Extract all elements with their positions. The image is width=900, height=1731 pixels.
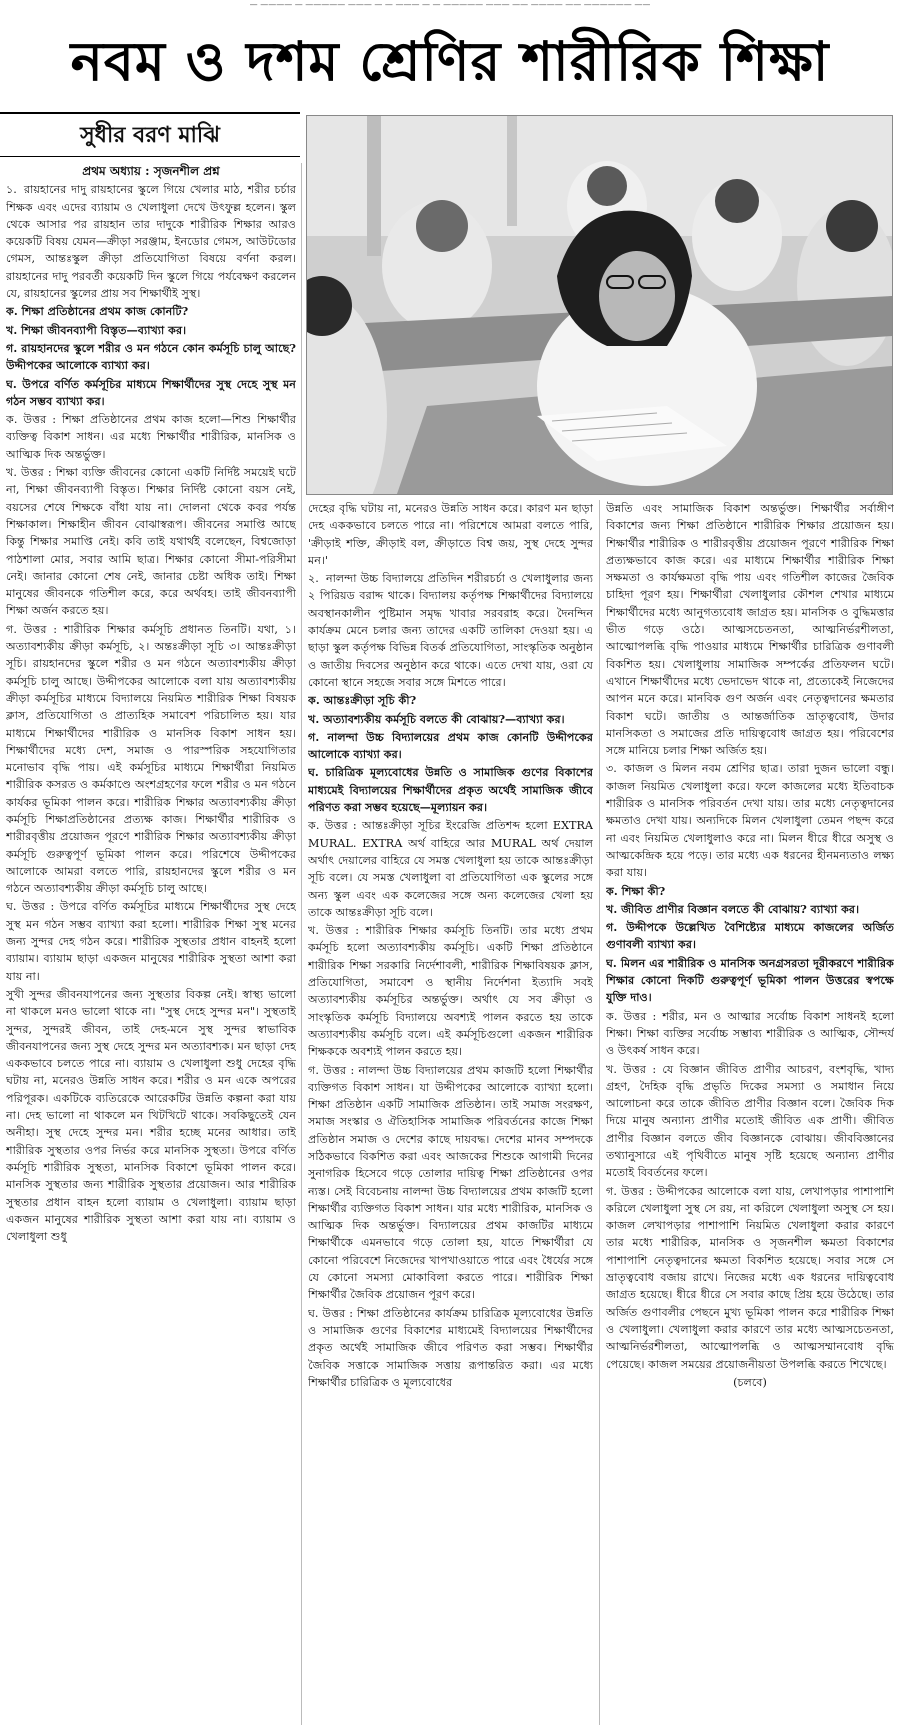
- question-ka: ক. আন্তঃক্রীড়া সূচি কী?: [308, 693, 417, 708]
- question-number: ১.: [6, 183, 17, 197]
- classroom-exam-photo: [306, 115, 893, 495]
- question-kha: খ. শিক্ষা জীবনব্যাপী বিস্তৃত—ব্যাখ্যা কর।: [6, 322, 187, 337]
- question-number: ২.: [308, 572, 319, 586]
- continued-label: (চলবে): [733, 1375, 767, 1389]
- question-kha: খ. জীবিত প্রাণীর বিজ্ঞান বলতে কী বোঝায়? ব্যাখ্যা কর।: [606, 901, 860, 916]
- photo-icon: [307, 116, 892, 494]
- top-strip: — ———— — ————— ——— — — ——— — — ————— ——— —— ———— —— —————— ——: [249, 0, 651, 9]
- section-title: প্রথম অধ্যায় : সৃজনশীল প্রশ্ন: [82, 164, 220, 178]
- question-ka: ক. শিক্ষা প্রতিষ্ঠানের প্রথম কাজ কোনটি?: [6, 304, 189, 319]
- answer-ka: ক. উত্তর : আন্তঃক্রীড়া সূচির ইংরেজি প্রতিশব্দ হলো EXTRA MURAL. EXTRA অর্থ বাহিরে আর MURAL অর্থ দেয়াল অর্থাৎ দেয়ালের বাহিরে যে সমস্ত খেলাধুলা হয় তাকে আন্তঃক্রীড়া সূচি বলে। যে সমস্ত খেলাধুলা বা প্রতিযোগিতা এক স্কুলের সঙ্গে অন্য স্কুল এবং এক কলেজের সঙ্গে অন্য কলেজের খেলা হয় তাকে আন্তঃক্রীড়া সূচি বলে।: [308, 819, 593, 919]
- question-2-stem: ২. নালন্দা উচ্চ বিদ্যালয়ে প্রতিদিন শরীরচর্চা ও খেলাধুলার জন্য ২ পিরিয়ড বরাদ্দ থাকে। বিদ্যালয় কর্তৃপক্ষ শিক্ষার্থীদের বিদ্যালয়ে অবস্থানকালীন পুষ্টিমান সমৃদ্ধ খাবার সরবরাহ করে। দৈনন্দিন কার্যক্রম মেনে চলার জন্য তাদের একটি তালিকা দেওয়া হয়। এ ছাড়া স্কুল কর্তৃপক্ষ বিভিন্ন বিতর্ক প্রতিযোগিতা, সাংস্কৃতিক অনুষ্ঠান ও জাতীয় দিবসের অনুষ্ঠান করে থাকে। এতে দেখা যায়, ওরা যে কোনো স্থানে সহজে সবার সঙ্গে মিশতে পারে।: [308, 572, 593, 689]
- question-kha: খ. অত্যাবশ্যকীয় কর্মসূচি বলতে কী বোঝায়?—ব্যাখ্যা কর।: [308, 711, 565, 726]
- author-byline: সুধীর বরণ মাঝি: [80, 123, 220, 148]
- page-title: নবম ও দশম শ্রেণির শারীরিক শিক্ষা: [70, 30, 830, 93]
- answer-gha: ঘ. উত্তর : উপরে বর্ণিত কর্মসূচির মাধ্যমে শিক্ষার্থীদের সুস্থ দেহে সুস্থ মন গঠন সম্ভব ব্যাখ্যা করা হলো। শারীরিক শিক্ষা সুস্থ মনের জন্য সুন্দর দেহ গঠন করে। শারীরিক সুস্থতার প্রধান বাহনই হলো ব্যায়াম। ব্যায়াম ছাড়া একজন মানুষের শারীরিক সুস্থতা আশা করা যায় না।: [6, 900, 296, 983]
- answer-gha: ঘ. উত্তর : শিক্ষা প্রতিষ্ঠানের কার্যক্রম চারিত্রিক মূল্যবোধের উন্নতি ও সামাজিক গুণের বিকাশের মাধ্যমেই বিদ্যালয়ের শিক্ষার্থীদের প্রকৃত অর্থেই সামাজিক জীবে পরিণত করা সম্ভব। শিক্ষার্থীর জৈবিক সত্তাকে সামাজিক সত্তায় রূপান্তরিত করা। এর মধ্যে শিক্ষার্থীর চারিত্রিক ও মূল্যবোধের: [308, 1306, 593, 1389]
- answer-kha: খ. উত্তর : শারীরিক শিক্ষার কর্মসূচি তিনটি। তার মধ্যে প্রথম কর্মসূচি হলো অত্যাবশ্যকীয় কর্মসূচি। একটি শিক্ষা প্রতিষ্ঠানে শারীরিক শিক্ষা সরকারি নির্দেশাবলী, শারীরিক শিক্ষাবিষয়ক ক্লাস, প্রতিযোগিতা, সমাবেশ ও স্থানীয় নির্দেশনা ইত্যাদি সবই অত্যাবশ্যকীয় কর্মসূচির অন্তর্ভুক্ত। অর্থাৎ যে সব ক্রীড়া ও সাংস্কৃতিক কর্মসূচি বিদ্যালয়ে অবশ্যই পালন করতে হয় তাকে অত্যাবশ্যকীয় কর্মসূচি বলে। এই কর্মসূচিগুলো একজন শারীরিক শিক্ষককে অবশ্যই পালন করতে হয়।: [308, 924, 593, 1059]
- question-gha: ঘ. উপরে বর্ণিত কর্মসূচির মাধ্যমে শিক্ষার্থীদের সুস্থ দেহে সুস্থ মন গঠন সম্ভব ব্যাখ্যা কর।: [6, 376, 296, 408]
- article-column-3: [606, 500, 894, 1725]
- answer-kha: খ. উত্তর : যে বিজ্ঞান জীবিত প্রাণীর আচরণ, বংশবৃদ্ধি, খাদ্য গ্রহণ, দৈহিক বৃদ্ধি প্রভৃতি দিকের সমস্যা ও সমাধান নিয়ে আলোচনা করে তাকে জীবিত প্রাণীর বিজ্ঞান বলে। জৈবিক দিক দিয়ে মানুষ অন্যান্য প্রাণীর মতোই জীবিত এক প্রাণী। জীবিত প্রাণীর বিজ্ঞান বলতে জীব বিজ্ঞানকে বোঝায়। জীববিজ্ঞানের তথ্যানুসারে এই পৃথিবীতে মানুষ সৃষ্টি হয়েছে অন্যান্য প্রাণীর মতোই বিবর্তনের ফলে।: [606, 1062, 894, 1180]
- question-3-stem: ৩. কাজল ও মিলন নবম শ্রেণির ছাত্র। তারা দুজন ভালো বন্ধু। কাজল নিয়মিত খেলাধুলা করে। ফলে কাজলের মধ্যে ইতিবাচক শারীরিক ও মানসিক পরিবর্তন দেখা যায়। তার মধ্যে নেতৃত্বদানের ক্ষমতাও দেখা যায়। অন্যদিকে মিলন খেলাধুলা তেমন পছন্দ করে না এবং নিয়মিত খেলাধুলাও করে না। মিলন ধীরে ধীরে অসুস্থ ও আত্মকেন্দ্রিক হয়ে পড়ে। তার মধ্যে এক ধরনের হীনমন্যতাও লক্ষ্য করা যায়।: [606, 762, 894, 880]
- column-divider: [301, 163, 302, 1725]
- answer-ga: গ. উত্তর : শারীরিক শিক্ষার কর্মসূচি প্রধানত তিনটি। যথা, ১। অত্যাবশ্যকীয় ক্রীড়া কর্মসূচি, ২। অন্তঃক্রীড়া সূচি ৩। আন্তঃক্রীড়া সূচি। রায়হানদের স্কুলে শরীর ও মন গঠনে অত্যাবশ্যকীয় ক্রীড়া কর্মসূচি চালু আছে। উদ্দীপকের আলোকে বলা যায় অত্যাবশ্যকীয় ক্রীড়া কর্মসূচির মাধ্যমে বিদ্যালয়ে নিয়মিত শারীরিক শিক্ষা বিষয়ক ক্লাস, প্রতিযোগিতা ও প্রাত্যহিক সমাবেশ পরিচালিত হয়। যার মাধ্যমে শিক্ষার্থীদের শারীরিক ও মানসিক বিকাশ সাধন হয়। শিক্ষার্থীদের মধ্যে দেশ, সমাজ ও পারস্পরিক সহযোগিতার মনোভাব বৃদ্ধি পায়। এই কর্মসূচির মাধ্যমে শিক্ষার্থীরা নিয়মিত শারীরিক কসরত ও কর্মকাণ্ডে অংশগ্রহণের ফলে শরীর ও মন গঠনে কার্যকর ভূমিকা পালন করে। শারীরিক শিক্ষার অত্যাবশ্যকীয় ক্রীড়া কর্মসূচি শিক্ষাপ্রতিষ্ঠানের প্রত্যক্ষ কাজ। শিক্ষার্থীর শারীরিক ও শারীরবৃত্তীয় প্রয়োজন পূরণে শারীরিক শিক্ষার অত্যাবশ্যকীয় ক্রীড়া কর্মসূচি গুরুত্বপূর্ণ ভূমিকা পালন করে। পরিশেষে উদ্দীপকের আলোকে আমরা বলতে পারি, রায়হানদের স্কুলে শরীর ও মন গঠনে অত্যাবশ্যকীয় ক্রীড়া কর্মসূচি চালু আছে।: [6, 622, 296, 896]
- answer-ga: গ. উত্তর : উদ্দীপকের আলোকে বলা যায়, লেখাপড়ার পাশাপাশি করিলে খেলাধুলা সুস্থ সে রয়, না করিলে খেলাধুলা অসুস্থ সে হয়। কাজল লেখাপড়ার পাশাপাশি নিয়মিত খেলাধুলা করার কারণে তার মধ্যে শারীরিক, মানসিক ও সৃজনশীল ক্ষমতা বিকাশের পাশাপাশি নেতৃত্বদানের ক্ষমতা বিকশিত হয়েছে। সবার সঙ্গে সে ভ্রাতৃত্ববোধ বজায় রাখে। নিজের মধ্যে এক ধরনের দায়িত্ববোধ জাগ্রত হয়েছে। ধীরে ধীরে সে সবার কাছে প্রিয় হয়ে উঠেছে। তার অর্জিত গুণাবলীর পেছনে মুখ্য ভূমিকা পালন করে শারীরিক শিক্ষা ও খেলাধুলা। খেলাধুলা করার কারণে তার মধ্যে আত্মসচেতনতা, আত্মনির্ভরশীলতা, আত্মোপলব্ধি ও আত্মসম্মানবোধ বৃদ্ধি পেয়েছে। কাজল সময়ের প্রয়োজনীয়তা উপলব্ধি করতে শিখেছে।: [606, 1184, 894, 1371]
- question-gha: ঘ. চারিত্রিক মূল্যবোধের উন্নতি ও সামাজিক গুণের বিকাশের মাধ্যমেই বিদ্যালয়ের শিক্ষার্থীদের প্রকৃত অর্থেই সামাজিক জীবে পরিণত করা সম্ভব হয়েছে—মূল্যায়ন কর।: [308, 765, 593, 815]
- divider: [0, 112, 300, 114]
- answer-kha: খ. উত্তর : শিক্ষা ব্যক্তি জীবনের কোনো একটি নির্দিষ্ট সময়েই ঘটে না, শিক্ষা জীবনব্যাপী বিস্তৃত। শিক্ষার নির্দিষ্ট কোনো বয়স নেই, বয়সের শেষে শিক্ষকে বাঁধা যায় না। দোলনা থেকে কবর পর্যন্ত শিক্ষাকাল। শিক্ষাহীন জীবন বোঝাস্বরূপ। জীবনের সমাপ্তি আছে কিন্তু শিক্ষার সমাপ্তি নেই। কবি তাই যথার্থই বলেছেন, বিশ্বজোড়া পাঠশালা মোর, সবার আমি ছাত্র। শিক্ষার কোনো সীমা-পরিসীমা নেই। জানার কোনো শেষ নেই, জানার চেষ্টা অধিক তাই। শিক্ষা মানুষের জীবনকে গতিশীল করে, করে অর্থবহ। তাই জীবনব্যাপী শিক্ষা অর্জন করতে হয়।: [6, 466, 296, 618]
- answer-continued: দেহের বৃদ্ধি ঘটায় না, মনেরও উন্নতি সাধন করে। কারণ মন ছাড়া দেহ এককভাবে চলতে পারে না। পরিশেষে আমরা বলতে পারি, 'ক্রীড়াই শক্তি, ক্রীড়াই বল, ক্রীড়াতে বিশ্ব জয়, সুস্থ দেহে সুন্দর মন।': [308, 502, 593, 567]
- question-1-stem: ১. রায়হানের দাদু রায়হানের স্কুলে গিয়ে খেলার মাঠ, শরীর চর্চার শিক্ষক এবং এদের ব্যায়াম ও খেলাধুলা দেখে উৎফুল্ল হলেন। স্কুল থেকে আসার পর রায়হান তার দাদুকে শারীরিক শিক্ষার আরও কয়েকটি বিষয় যেমন—ক্রীড়া সরঞ্জাম, ইনডোর গেমস, আউটডোর গেমস, আন্তঃস্কুল ক্রীড়া প্রতিযোগিতা বিষয়ে বর্ণনা করল। রায়হানের দাদু পরবর্তী কয়েকটি দিন স্কুলে গিয়ে পর্যবেক্ষণ করলেন যে, রায়হানের স্কুলের প্রায় সব শিক্ষার্থীই সুস্থ।: [6, 183, 296, 301]
- answer-ga: গ. উত্তর : নালন্দা উচ্চ বিদ্যালয়ের প্রথম কাজটি হলো শিক্ষার্থীর ব্যক্তিগত বিকাশ সাধন। যা উদ্দীপকের আলোকে ব্যাখ্যা হলো। শিক্ষা প্রতিষ্ঠান একটি সামাজিক প্রতিষ্ঠান। তাই সমাজ সংরক্ষণ, সমাজ সংস্কার ও ঐতিহাসিক সামাজিক পরিবর্তনের কাজে শিক্ষা প্রতিষ্ঠান সমাজ ও দেশের কাছে দায়বদ্ধ। দেশের মানব সম্পদকে সঠিকভাবে বিকশিত করা এবং আজকের শিশুকে আগামী দিনের সুনাগরিক হিসেবে গড়ে তোলার দায়িত্ব শিক্ষা প্রতিষ্ঠানের ওপর ন্যস্ত। সেই বিবেচনায় নালন্দা উচ্চ বিদ্যালয়ের প্রথম কাজটি হলো শিক্ষার্থীর ব্যক্তিগত বিকাশ সাধন। যার মধ্যে শারীরিক, মানসিক ও আত্মিক দিক অন্তর্ভুক্ত। বিদ্যালয়ের প্রথম কাজটির মাধ্যমে শিক্ষার্থীকে এমনভাবে গড়ে তোলা হয়, যাতে শিক্ষার্থীরা যে কোনো পরিবেশে নিজেদের খাপখাওয়াতে পারে এবং ধৈর্যের সঙ্গে যে কোনো সমস্যা মোকাবিলা করতে পারে। শারীরিক শিক্ষা শিক্ষার্থীর জৈবিক প্রয়োজন পূরণ করে।: [308, 1063, 593, 1302]
- question-ga: গ. নালন্দা উচ্চ বিদ্যালয়ের প্রথম কাজ কোনটি উদ্দীপকের আলোকে ব্যাখ্যা কর।: [308, 729, 593, 762]
- divider: [0, 156, 300, 157]
- answer-ka: ক. উত্তর : শিক্ষা প্রতিষ্ঠানের প্রথম কাজ হলো—শিশু শিক্ষার্থীর ব্যক্তিত্ব বিকাশ সাধন। এর মধ্যে শিক্ষার্থীর শারীরিক, মানসিক ও আত্মিক দিক অন্তর্ভুক্ত।: [6, 413, 296, 461]
- question-ga: গ. উদ্দীপকে উল্লেখিত বৈশিষ্ট্যের মাধ্যমে কাজলের অর্জিত গুণাবলী ব্যাখ্যা কর।: [606, 920, 894, 952]
- question-gha: ঘ. মিলন এর শারীরিক ও মানসিক অনগ্রসরতা দূরীকরণে শারীরিক শিক্ষার কোনো দিকটি গুরুত্বপূর্ণ ভূমিকা পালন উত্তরের স্বপক্ষে যুক্তি দাও।: [606, 955, 894, 1005]
- column-divider: [599, 500, 600, 1725]
- question-number: ৩.: [606, 762, 617, 776]
- answer-continued: উন্নতি এবং সামাজিক বিকাশ অন্তর্ভুক্ত। শিক্ষার্থীর সর্বাঙ্গীণ বিকাশের জন্য শিক্ষা প্রতিষ্ঠানে শারীরিক শিক্ষার প্রয়োজন হয়। শিক্ষার্থীর শারীরিক ও শারীরবৃত্তীয় প্রয়োজন পূরণে শারীরিক শিক্ষা প্রত্যক্ষভাবে কাজ করে। এর মাধ্যমে শিক্ষার্থীর শারীরিক শিক্ষা সক্ষমতা ও কার্যক্ষমতা বৃদ্ধি পায় এবং গতিশীল কাজের জৈবিক চাহিদা পূরণ হয়। শিক্ষার্থীরা খেলাধুলার কৌশল শেখার মাধ্যমে শিক্ষার্থীদের মধ্যে আনুগত্যবোধ জাগ্রত হয়। মানসিক ও বুদ্ধিমত্তার ভীত গড়ে ওঠে। আত্মসচেতনতা, আত্মনির্ভরশীলতা, আত্মোপলব্ধি বৃদ্ধি পাওয়ার মাধ্যমে শিক্ষার্থীর চারিত্রিক গুণাবলী বিকশিত হয়। খেলাধুলায় সামাজিক সম্পর্কের প্রতিফলন ঘটে। এখানে শিক্ষার্থীদের মধ্যে ভেদাভেদ থাকে না, প্রত্যেকেই নিজেদের আপন মনে করে। মানবিক গুণ অর্জন এবং নেতৃত্বদানের ক্ষমতার বিকাশ ঘটে। জাতীয় ও আন্তর্জাতিক ভ্রাতৃত্ববোধ, উদার মানসিকতা ও সমাজের প্রতি দায়িত্ববোধ জাগ্রত হয়। পরিবেশের সঙ্গে মানিয়ে চলার শিক্ষা অর্জিত হয়।: [606, 502, 894, 758]
- article-column-2: [308, 500, 593, 1725]
- answer-ka: ক. উত্তর : শরীর, মন ও আত্মার সর্বোচ্চ বিকাশ সাধনই হলো শিক্ষা। শিক্ষা ব্যক্তির সর্বোচ্চ সম্ভাব্য শারীরিক ও আত্মিক, সৌন্দর্য ও উৎকর্ষ সাধন করে।: [606, 1009, 894, 1058]
- answer-gha-cont: সুখী সুন্দর জীবনযাপনের জন্য সুস্থতার বিকল্প নেই। স্বাস্থ্য ভালো না থাকলে মনও ভালো থাকে না। "সুস্থ দেহে সুন্দর মন"। সুস্থতাই সুন্দর, সুন্দরই জীবন, তাই দেহ-মনে সুস্থ সুন্দর স্বাভাবিক জীবনযাপনের জন্য সুস্থ দেহে সুন্দর মন অত্যাবশ্যক। মন ছাড়া দেহ এককভাবে চলতে পারে না। ব্যায়াম ও খেলাধুলা শুধু দেহের বৃদ্ধি ঘটায় না, মনেরও উন্নতি সাধন করে। শরীর ও মন একে অপরের পরিপূরক। একটিকে ব্যতিরেকে আরেকটির উন্নতি কল্পনা করা যায় না। দেহ ভালো না থাকলে মন খিটখিটে থাকে। সবকিছুতেই যেন অনীহা। সুস্থ দেহে সুন্দর মন। শরীর হচ্ছে মনের আধার। তাই শারীরিক সুস্থতার ওপর নির্ভর করে মানসিক সুস্থতা। উপরে বর্ণিত কর্মসূচি শারীরিক সুস্থতা, মানসিক বিকাশে ভূমিকা পালন করে। মানসিক সুস্থতার জন্য শারীরিক সুস্থতার প্রয়োজন। আর শারীরিক সুস্থতার প্রধান বাহন হলো ব্যায়াম ও খেলাধুলা। ব্যায়াম ছাড়া একজন মানুষের শারীরিক সুস্থতা আশা করা যায় না। ব্যায়াম ও খেলাধুলা শুধু: [6, 987, 296, 1244]
- article-column-1: [6, 163, 296, 1723]
- question-ga: গ. রায়হানদের স্কুলে শরীর ও মন গঠনে কোন কর্মসূচি চালু আছে? উদ্দীপকের আলোকে ব্যাখ্যা কর।: [6, 340, 296, 373]
- question-ka: ক. শিক্ষা কী?: [606, 883, 666, 898]
